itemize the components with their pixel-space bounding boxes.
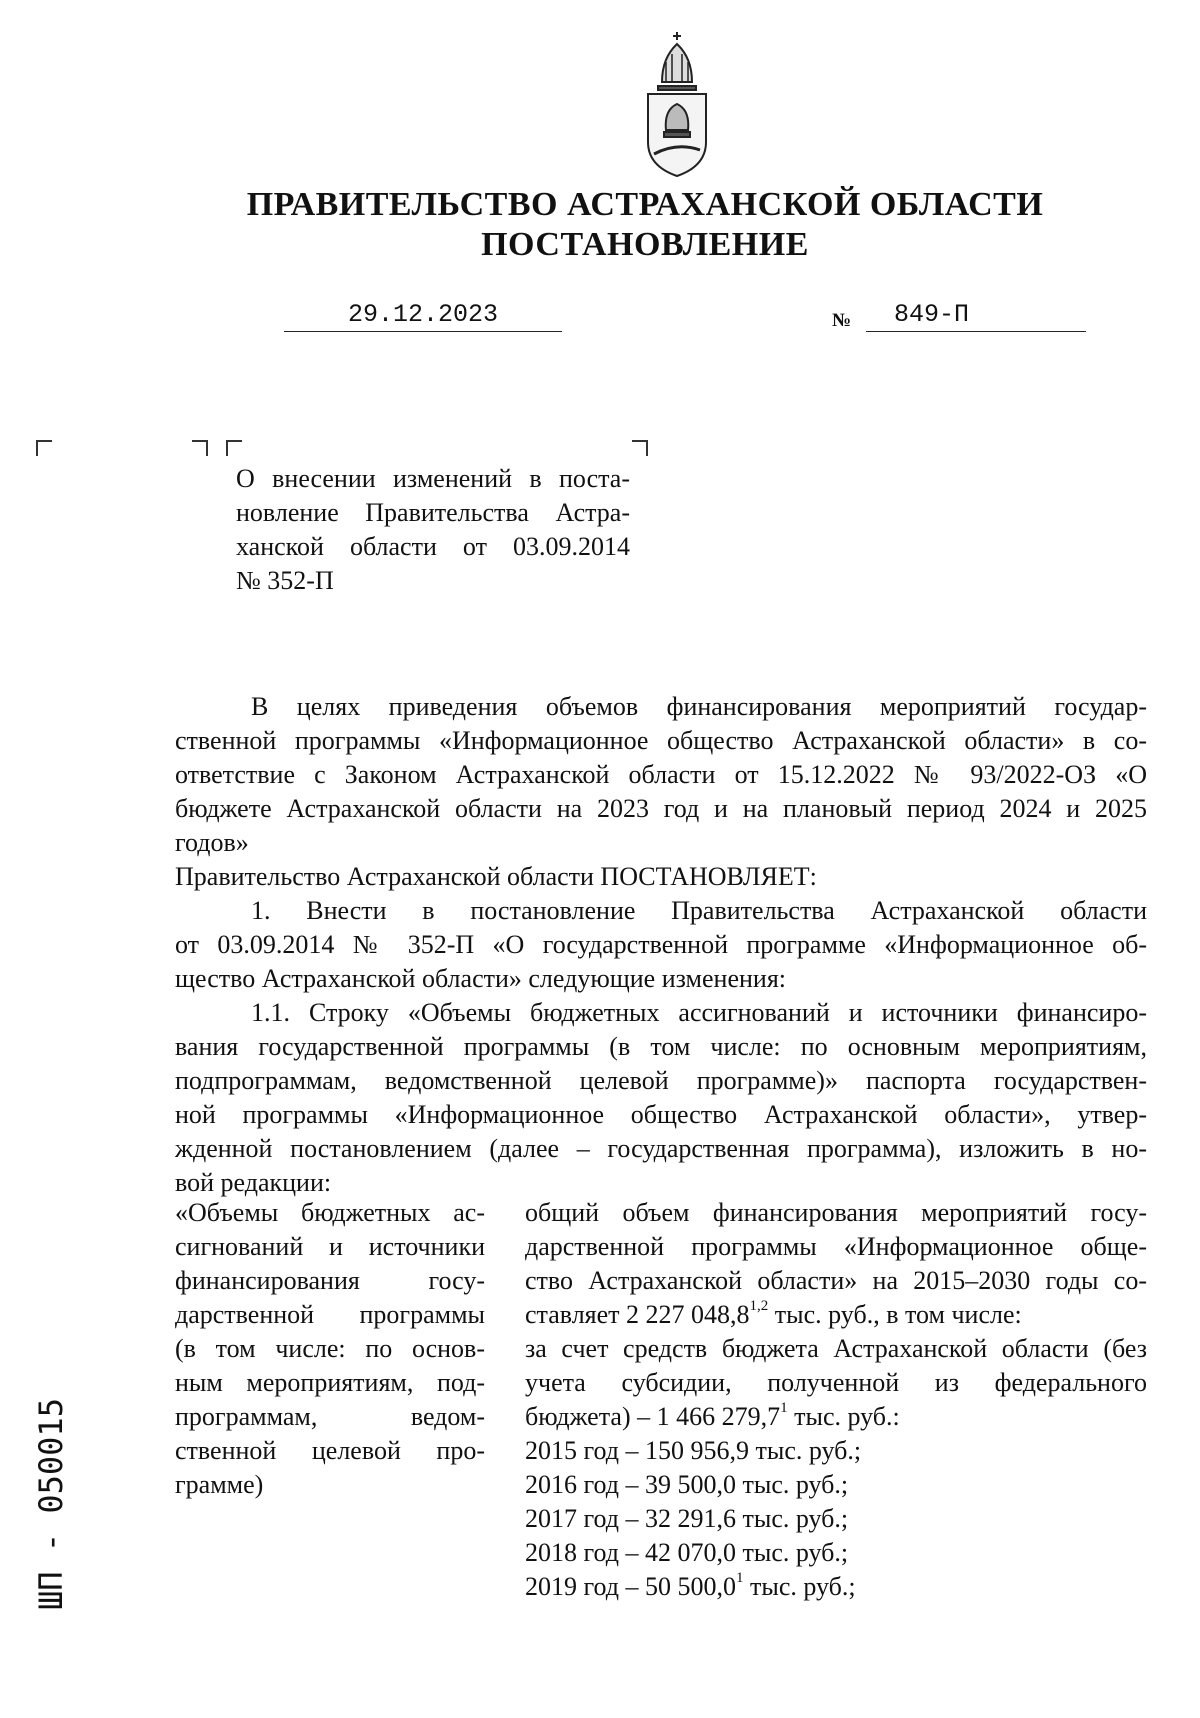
item-1-line: от 03.09.2014 № 352-П «О государственной программе «Информационное об- [175, 930, 1147, 959]
preamble-line: В целях приведения объемов финансирования мероприятий государ- [251, 692, 1147, 721]
item-1-1-line: вания государственной программы (в том числе: по основным мероприятиям, [175, 1032, 1147, 1061]
regional-budget-amount: бюджета) – 1 466 279,7 [525, 1402, 781, 1431]
year-amount-2018: 2018 год – 42 070,0 тыс. руб.; [525, 1538, 849, 1567]
right-cell-line: общий объем финансирования мероприятий госу- [525, 1198, 1147, 1227]
left-cell-line: ным мероприятиям, под- [175, 1368, 485, 1397]
document-number: 849-П [866, 300, 1086, 332]
coat-of-arms-emblem [640, 30, 714, 180]
item-1-1-line: 1.1. Строку «Объемы бюджетных ассигнований и источники финансиро- [251, 998, 1147, 1027]
right-cell-line: учета субсидии, полученной из федерального [525, 1368, 1147, 1397]
right-cell-line: ство Астраханской области» на 2015–2030 годы со- [525, 1266, 1147, 1295]
organization-title: ПРАВИТЕЛЬСТВО АСТРАХАНСКОЙ ОБЛАСТИ [246, 186, 1044, 223]
right-cell-line [525, 1298, 1147, 1332]
left-cell-line: грамме) [175, 1470, 264, 1499]
regional-budget-suffix: тыс. руб.: [787, 1402, 900, 1431]
margin-corner-mark [192, 440, 208, 456]
subject-block [236, 462, 630, 598]
margin-corner-mark [36, 440, 52, 456]
item-1-1-line: вой редакции: [175, 1168, 332, 1197]
document-body [175, 690, 1147, 1200]
subject-line: О внесении изменений в поста- [236, 464, 630, 493]
left-cell-line: (в том числе: по основ- [175, 1334, 485, 1363]
year-amount-2016: 2016 год – 39 500,0 тыс. руб.; [525, 1470, 849, 1499]
right-cell-line: за счет средств бюджета Астраханской области (без [525, 1334, 1147, 1363]
footnote-marker: 1 [780, 1400, 788, 1417]
left-cell-line: дарственной программы [175, 1300, 485, 1329]
table-right-column [525, 1196, 1147, 1604]
footnote-marker: 1 [736, 1570, 744, 1587]
table-left-column [175, 1196, 485, 1502]
item-1-line: щество Астраханской области» следующие изменения: [175, 964, 786, 993]
year-amount-2015: 2015 год – 150 956,9 тыс. руб.; [525, 1436, 862, 1465]
footnote-marker: 1,2 [749, 1298, 769, 1315]
item-1-1-line: жденной постановлением (далее – государственная программа), изложить в но- [175, 1134, 1147, 1163]
item-1-line: 1. Внести в постановление Правительства Астраханской области [251, 896, 1147, 925]
preamble-line: бюджете Астраханской области на 2023 год и на плановый период 2024 и 2025 [175, 794, 1147, 823]
subject-corner-mark [632, 440, 648, 456]
document-type: ПОСТАНОВЛЕНИЕ [481, 226, 809, 263]
subject-line: ханской области от 03.09.2014 [236, 532, 630, 561]
subject-corner-mark [226, 440, 242, 456]
year-2019-value: 2019 год – 50 500,0 [525, 1572, 736, 1601]
left-cell-line: сигнований и источники [175, 1232, 485, 1261]
year-amount-2019 [525, 1570, 1147, 1604]
number-label: № [832, 310, 852, 331]
item-1-1-line: подпрограммам, ведомственной целевой программе)» паспорта государствен- [175, 1066, 1147, 1095]
item-1-1-line: ной программы «Информационное общество Астраханской области», утвер- [175, 1100, 1147, 1129]
year-amount-2017: 2017 год – 32 291,6 тыс. руб.; [525, 1504, 849, 1533]
right-cell-line: дарственной программы «Информационное обще- [525, 1232, 1147, 1261]
document-date: 29.12.2023 [284, 300, 562, 332]
right-cell-line [525, 1400, 1147, 1434]
total-amount-suffix: тыс. руб., в том числе: [768, 1300, 1022, 1329]
resolution-phrase: Правительство Астраханской области ПОСТАНОВЛЯЕТ: [175, 862, 817, 891]
subject-line: № 352-П [236, 566, 334, 595]
preamble-line: ответствие с Законом Астраханской области от 15.12.2022 № 93/2022-ОЗ «О [175, 760, 1147, 789]
year-2019-suffix: тыс. руб.; [743, 1572, 856, 1601]
form-code-text: ШП - 050015 [32, 1398, 70, 1610]
left-cell-line: ственной целевой про- [175, 1436, 485, 1465]
preamble-line: годов» [175, 828, 249, 857]
left-cell-line: программам, ведом- [175, 1402, 485, 1431]
left-cell-line: «Объемы бюджетных ас- [175, 1198, 485, 1227]
left-cell-line: финансирования госу- [175, 1266, 485, 1295]
preamble-line: ственной программы «Информационное общество Астраханской области» в со- [175, 726, 1147, 755]
subject-line: новление Правительства Астра- [236, 498, 630, 527]
form-code-vertical [30, 1394, 72, 1614]
total-amount: ставляет 2 227 048,8 [525, 1300, 750, 1329]
